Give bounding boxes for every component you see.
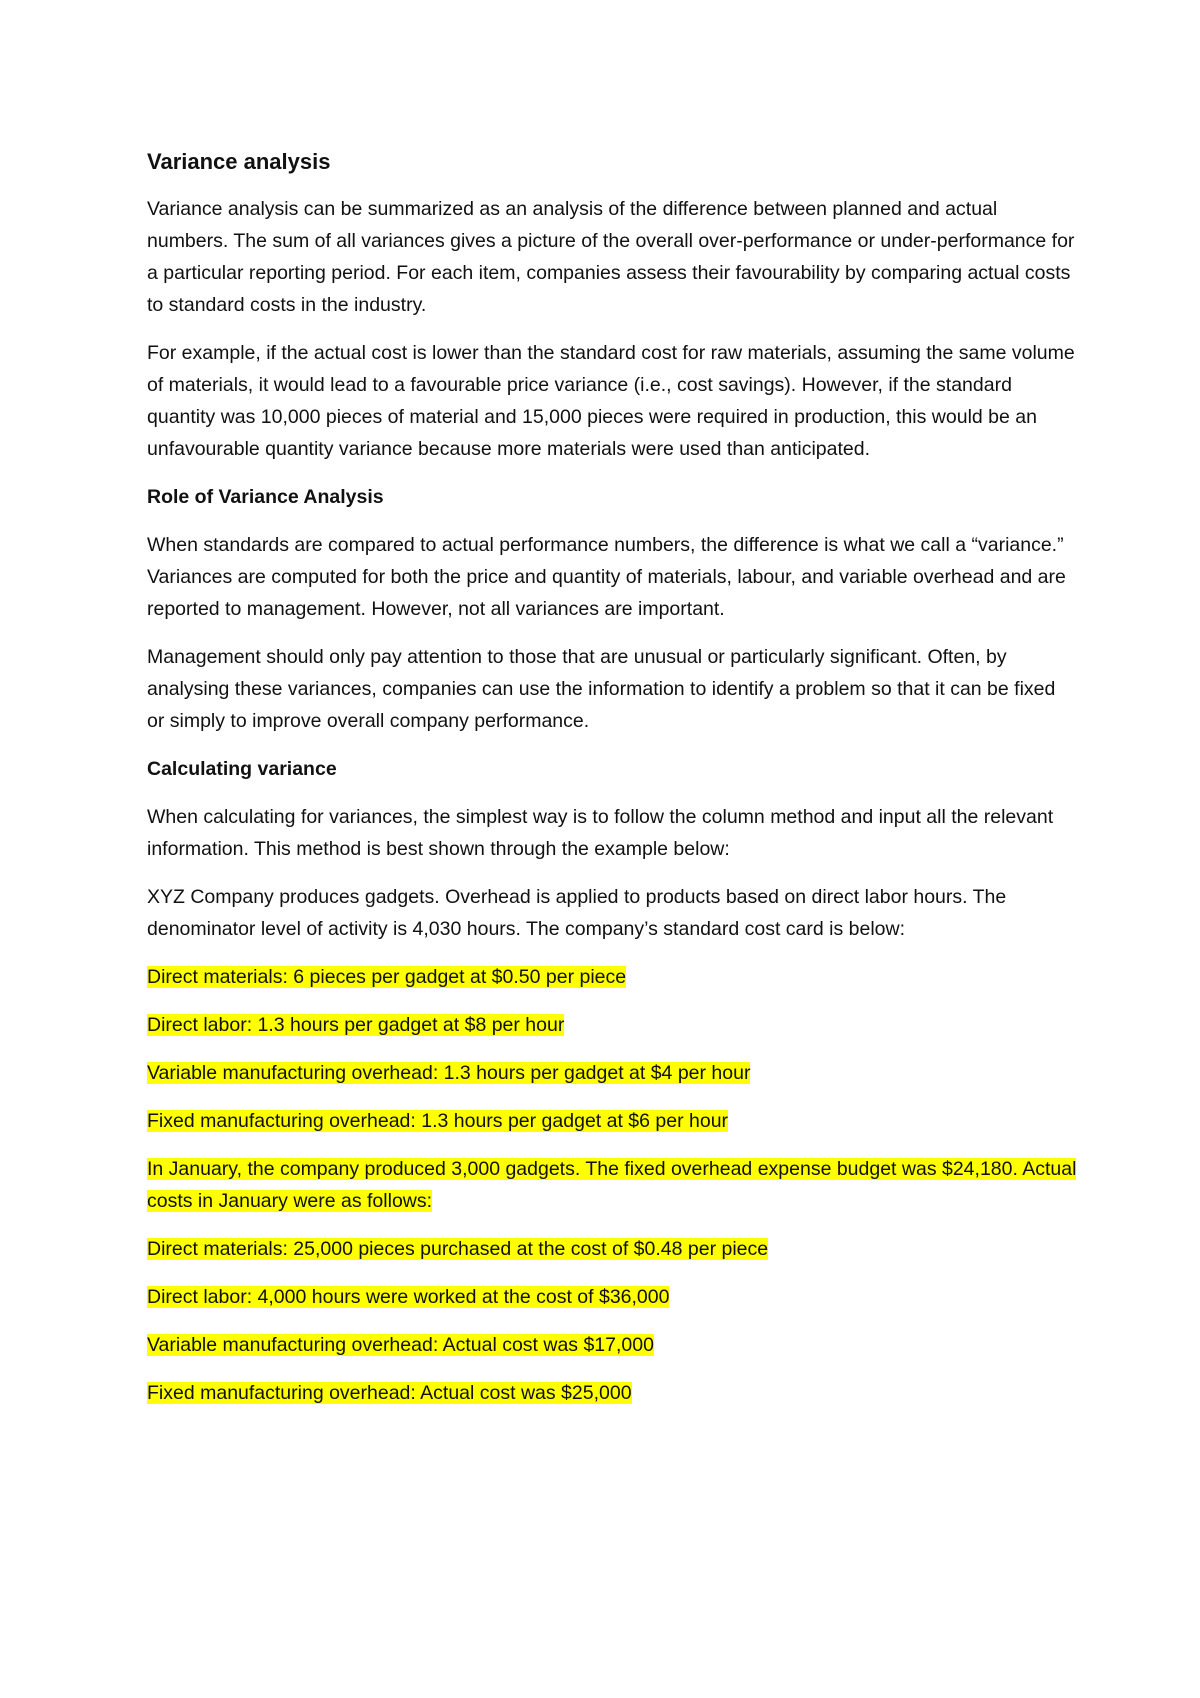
highlighted-text: Fixed manufacturing overhead: Actual cost was $25,000 (147, 1382, 632, 1404)
role-heading: Role of Variance Analysis (147, 486, 384, 508)
highlighted-text: Fixed manufacturing overhead: 1.3 hours per gadget at $6 per hour (147, 1110, 729, 1132)
actual-cost-item (147, 1281, 1077, 1313)
highlighted-text: Variable manufacturing overhead: 1.3 hours per gadget at $4 per hour (147, 1062, 751, 1084)
role-paragraph: When standards are compared to actual performance numbers, the difference is what we call a “variance.” Variances are computed for both the price and quantity of materials, labour, and variable overhead and are reported to management. However, not all variances are important. (147, 534, 1066, 620)
example-paragraph: For example, if the actual cost is lower than the standard cost for raw materials, assuming the same volume of materials, it would lead to a favourable price variance (i.e., cost savings). However, if the standard quantity was 10,000 pieces of material and 15,000 pieces were required in production, this would be an unfavourable quantity variance because more materials were used than anticipated. (147, 342, 1075, 460)
actual-cost-item (147, 1329, 1077, 1361)
intro-paragraph: Variance analysis can be summarized as an analysis of the difference between planned and actual numbers. The sum of all variances gives a picture of the overall over-performance or under-performance for a particular reporting period. For each item, companies assess their favourability by comparing actual costs to standard costs in the industry. (147, 198, 1075, 316)
highlighted-text: Direct materials: 6 pieces per gadget at $0.50 per piece (147, 966, 627, 988)
actual-cost-item (147, 1233, 1077, 1265)
standard-cost-item (147, 1009, 1077, 1041)
calc-heading: Calculating variance (147, 758, 337, 780)
standard-cost-item (147, 961, 1077, 993)
company-paragraph: XYZ Company produces gadgets. Overhead is applied to products based on direct labor hours. The denominator level of activity is 4,030 hours. The company’s standard cost card is below: (147, 886, 1007, 940)
highlighted-text: Variable manufacturing overhead: Actual cost was $17,000 (147, 1334, 654, 1356)
standard-cost-item (147, 1057, 1077, 1089)
management-paragraph: Management should only pay attention to those that are unusual or particularly significant. Often, by analysing these variances, companies can use the information to identify a problem so that it can be fixed or simply to improve overall company performance. (147, 646, 1056, 732)
highlighted-text: Direct labor: 4,000 hours were worked at the cost of $36,000 (147, 1286, 670, 1308)
document-title: Variance analysis (147, 149, 331, 174)
highlighted-text: Direct materials: 25,000 pieces purchased at the cost of $0.48 per piece (147, 1238, 769, 1260)
highlighted-text: Direct labor: 1.3 hours per gadget at $8 per hour (147, 1014, 565, 1036)
document-body (147, 145, 1077, 1425)
column-method-paragraph: When calculating for variances, the simplest way is to follow the column method and input all the relevant information. This method is best shown through the example below: (147, 806, 1054, 860)
highlighted-text: In January, the company produced 3,000 gadgets. The fixed overhead expense budget was $24,180. Actual costs in January were as follows: (147, 1158, 1077, 1212)
actual-cost-item (147, 1377, 1077, 1409)
standard-cost-item (147, 1105, 1077, 1137)
january-summary (147, 1153, 1077, 1217)
